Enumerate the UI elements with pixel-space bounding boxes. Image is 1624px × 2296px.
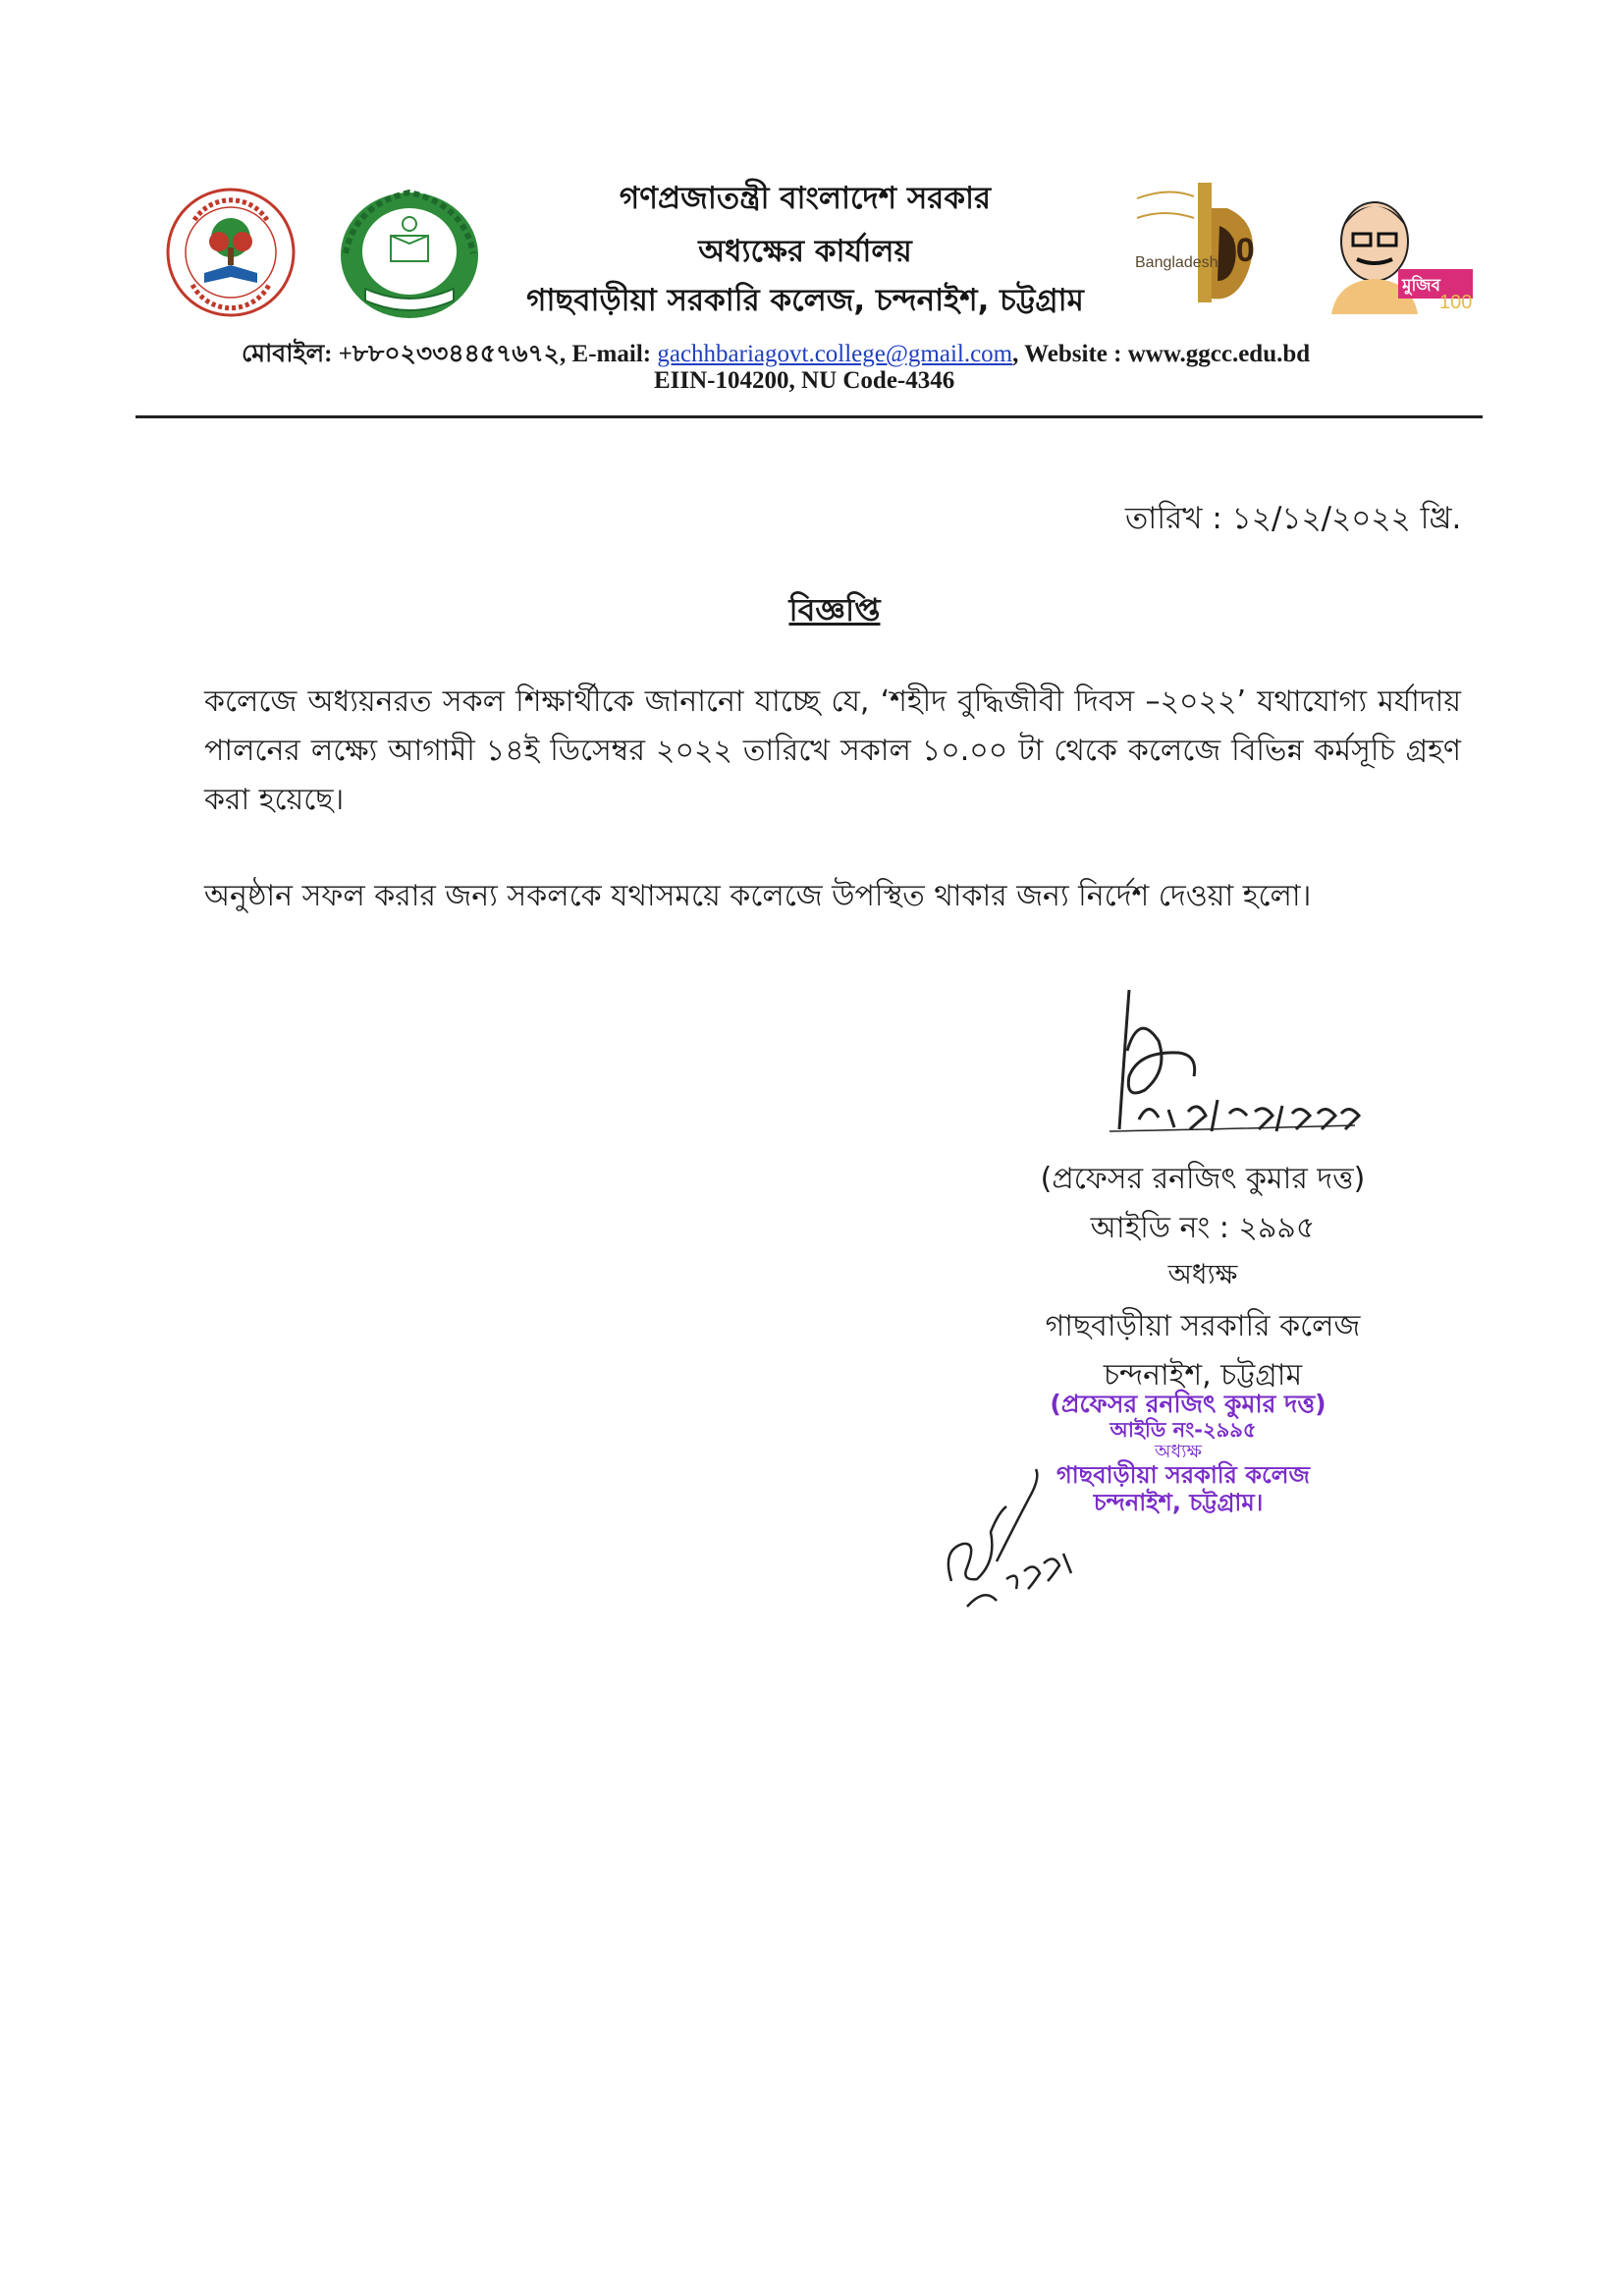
header-divider	[135, 415, 1483, 418]
bangladesh-50-logo	[1129, 179, 1267, 308]
contact-email-link[interactable]: gachhbariagovt.college@gmail.com	[657, 341, 1013, 367]
mujib-100-logo	[1318, 185, 1475, 314]
stamp-id: আইডি নং-২৯৯৫	[1110, 1418, 1257, 1442]
header-college: গাছবাড়ীয়া সরকারি কলেজ, চন্দনাইশ, চট্টগ্রাম	[526, 283, 1084, 318]
signatory-designation: অধ্যক্ষ	[1167, 1258, 1238, 1290]
college-logo-wreath	[336, 185, 483, 322]
signatory-name: (প্রফেসর রনজিৎ কুমার দত্ত)	[1040, 1162, 1366, 1196]
header-office: অধ্যক্ষের কার্যালয়	[698, 234, 912, 269]
notice-paragraph-2: অনুষ্ঠান সফল করার জন্য সকলকে যথাসময়ে কলেজে উপস্থিত থাকার জন্য নির্দেশ দেওয়া হলো।	[204, 879, 1312, 913]
handwritten-initials	[938, 1463, 1085, 1611]
mujib-text: মুজিব	[1402, 276, 1440, 296]
notice-paragraph-1: কলেজে অধ্যয়নরত সকল শিক্ষার্থীকে জানানো যাচ্ছে যে, ‘শহীদ বুদ্ধিজীবী দিবস –২০২২’ যথাযোগ্য মর্যাদায় পালনের লক্ষ্যে আগামী ১৪ই ডিসেম্বর ২০২২ তারিখে সকাল ১০.০০ টা থেকে কলেজে বিভিন্ন কর্মসূচি গ্রহণ করা হয়েছে।	[204, 684, 1461, 817]
college-logo-round	[165, 187, 297, 318]
stamp-location: চন্দনাইশ, চট্টগ্রাম।	[1093, 1489, 1264, 1516]
signatory-location: চন্দনাইশ, চট্টগ্রাম	[1103, 1358, 1303, 1393]
stamp-name: (প্রফেসর রনজিৎ কুমার দত্ত)	[1050, 1390, 1326, 1418]
signatory-college: গাছবাড়ীয়া সরকারি কলেজ	[1045, 1309, 1361, 1343]
notice-date: তারিখ : ১২/১২/২০২২ খ্রি.	[1125, 501, 1462, 536]
contact-website: , Website : www.ggcc.edu.bd	[1012, 341, 1311, 367]
header-government: গণপ্রজাতন্ত্রী বাংলাদেশ সরকার	[619, 181, 992, 216]
header-codes: EIIN-104200, NU Code-4346	[654, 367, 955, 394]
handwritten-signature	[1100, 982, 1365, 1159]
stamp-designation: অধ্যক্ষ	[1154, 1441, 1202, 1462]
notice-title: বিজ্ঞপ্তি	[788, 591, 881, 629]
stamp-college: গাছবাড়ীয়া সরকারি কলেজ	[1056, 1461, 1311, 1489]
mujib-number: 100	[1439, 292, 1473, 313]
contact-phone: মোবাইল: +৮৮০২৩৩৪৪৫৭৬৭২, E-mail:	[242, 341, 652, 367]
bangladesh-50-number: 50	[1218, 232, 1255, 269]
signatory-id: আইডি নং : ২৯৯৫	[1090, 1211, 1316, 1245]
bangladesh-50-text: Bangladesh	[1135, 254, 1218, 271]
